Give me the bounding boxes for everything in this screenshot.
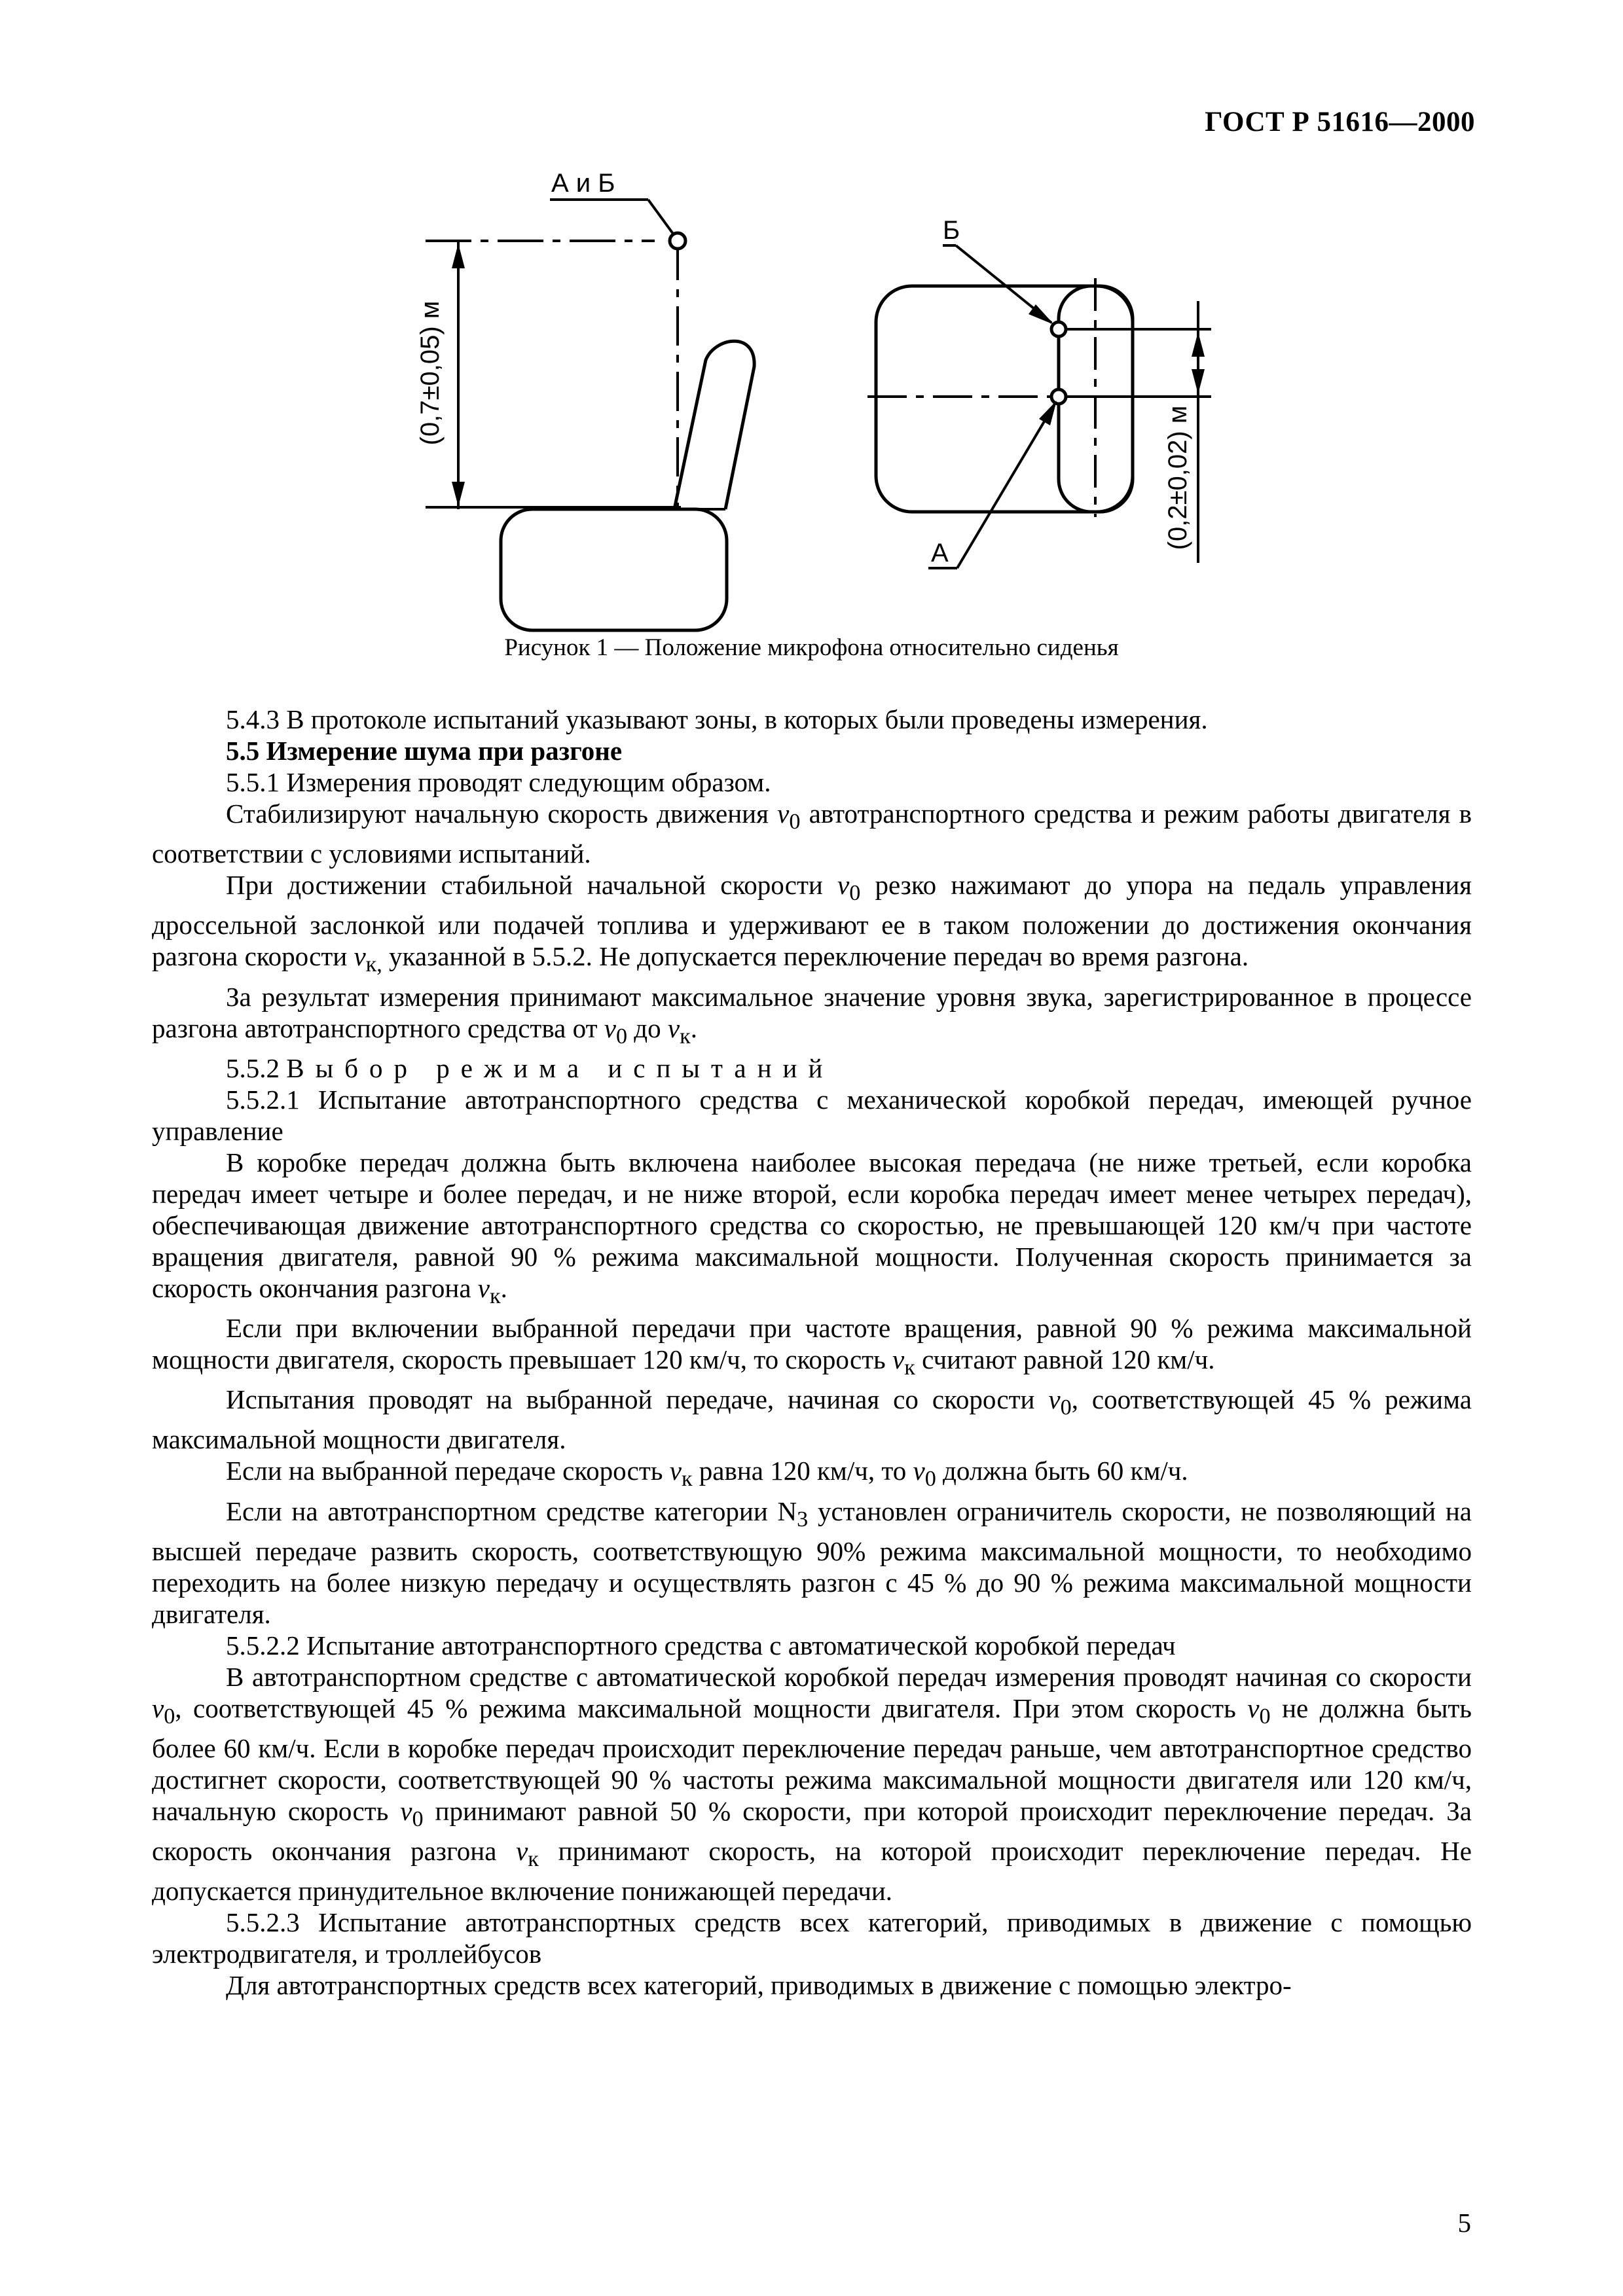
microphone-position-ab — [670, 233, 685, 249]
document-header: ГОСТ Р 51616—2000 — [1205, 107, 1475, 137]
subsection-heading-5-5-2-2: 5.5.2.2 Испытание автотранспортного средства с автоматической коробкой передач — [226, 1630, 1176, 1660]
label-ab: А и Б — [551, 169, 615, 198]
page-number: 5 — [1457, 2208, 1471, 2238]
paragraph: За результат измерения принимают максимальное значение уровня звука, зарегистрированное в процессе разгона автотранспортного средства от $v_0$ до $v_к$. — [152, 981, 1472, 1049]
paragraph-5-5-1: 5.5.1 Измерения проводят следующим образом. — [226, 767, 771, 797]
label-a: А — [931, 539, 949, 567]
subsection-heading-5-5-2-1: 5.5.2.1 Испытание автотранспортного средства с механической коробкой передач, имеющей ручное управление — [152, 1084, 1472, 1146]
paragraph: Стабилизируют начальную скорость движения $v_0$ автотранспортного средства и режим работы двигателя в соответствии с условиями испытаний. — [152, 798, 1472, 869]
seat-cushion — [501, 509, 727, 630]
label-dim-vertical: (0,7±0,05) м — [416, 300, 445, 446]
seat-backrest — [674, 341, 754, 509]
paragraph: Если при включении выбранной передачи при частоте вращения, равной 90 % режима максимальной мощности двигателя, скорость превышает 120 км/ч, то скорость $v_к$ считают равной 120 км/ч. — [152, 1312, 1472, 1380]
paragraph: Для автотранспортных средств всех категорий, приводимых в движение с помощью электро- — [226, 1970, 1292, 2001]
paragraph: В коробке передач должна быть включена наиболее высокая передача (не ниже третьей, если коробка передач имеет четыре и более передач, и не ниже второй, если коробка передач имеет менее четырех передач), обеспечивающая движение автотранспортного средства со скоростью, не превышающей 120 км/ч при частоте вращения двигателя, равной 90 % режима максимальной мощности. Полученная скорость принимается за скорость окончания разгона $v_к$. — [152, 1147, 1472, 1308]
paragraph: При достижении стабильной начальной скорости $v_0$ резко нажимают до упора на педаль управления дроссельной заслонкой или подачей топлива и удерживают ее в таком положении до достижения окончания разгона скорости $v_{к,}$ указанной в 5.5.2. Не допускается переключение передач во время разгона. — [152, 870, 1472, 977]
figure-drawing — [0, 164, 1623, 635]
paragraph: В автотранспортном средстве с автоматической коробкой передач измерения проводят начиная со скорости $v_0$, соответствующей 45 % режима максимальной мощности двигателя. При этом скорость $v_0$ не должна быть более 60 км/ч. Если в коробке передач происходит переключение передач раньше, чем автотранспортное средство достигнет скорости, соответствующей 90 % частоты режима максимальной мощности двигателя или 120 км/ч, начальную скорость $v_0$ принимают равной 50 % скорости, при которой происходит переключение передач. За скорость окончания разгона $v_к$ принимают скорость, на которой происходит переключение передач. Не допускается принудительное включение понижающей передачи. — [152, 1661, 1472, 1907]
section-heading-5-5: 5.5 Измерение шума при разгоне — [226, 736, 623, 766]
figure-caption: Рисунок 1 — Положение микрофона относительно сиденья — [504, 634, 1119, 661]
label-b: Б — [943, 216, 960, 245]
microphone-position-a — [1051, 389, 1066, 404]
figure-microphone-position — [0, 164, 1623, 661]
document-body — [152, 704, 1472, 2001]
subsection-heading-5-5-2-3: 5.5.2.3 Испытание автотранспортных средств всех категорий, приводимых в движение с помощью электродвигателя, и троллейбусов — [152, 1907, 1472, 1969]
subsection-heading-5-5-2: 5.5.2 Выбор режима испытаний — [226, 1052, 834, 1083]
paragraph: Если на выбранной передаче скорость $v_к$ равна 120 км/ч, то $v_0$ должна быть 60 км/ч. — [226, 1456, 1188, 1492]
paragraph: Если на автотранспортном средстве категории $N_3$ установлен ограничитель скорости, не позволяющий на высшей передаче развить скорость, соответствующую 90% режима максимальной мощности, то необходимо переходить на более низкую передачу и осуществлять разгон с 45 % до 90 % режима максимальной мощности двигателя. — [152, 1496, 1472, 1629]
paragraph-5-4-3: 5.4.3 В протоколе испытаний указывают зоны, в которых были проведены измерения. — [226, 704, 1208, 734]
label-dim-horizontal: (0,2±0,02) м — [1163, 405, 1192, 550]
paragraph: Испытания проводят на выбранной передаче, начиная со скорости $v_0$, соответствующей 45 % режима максимальной мощности двигателя. — [152, 1384, 1472, 1455]
